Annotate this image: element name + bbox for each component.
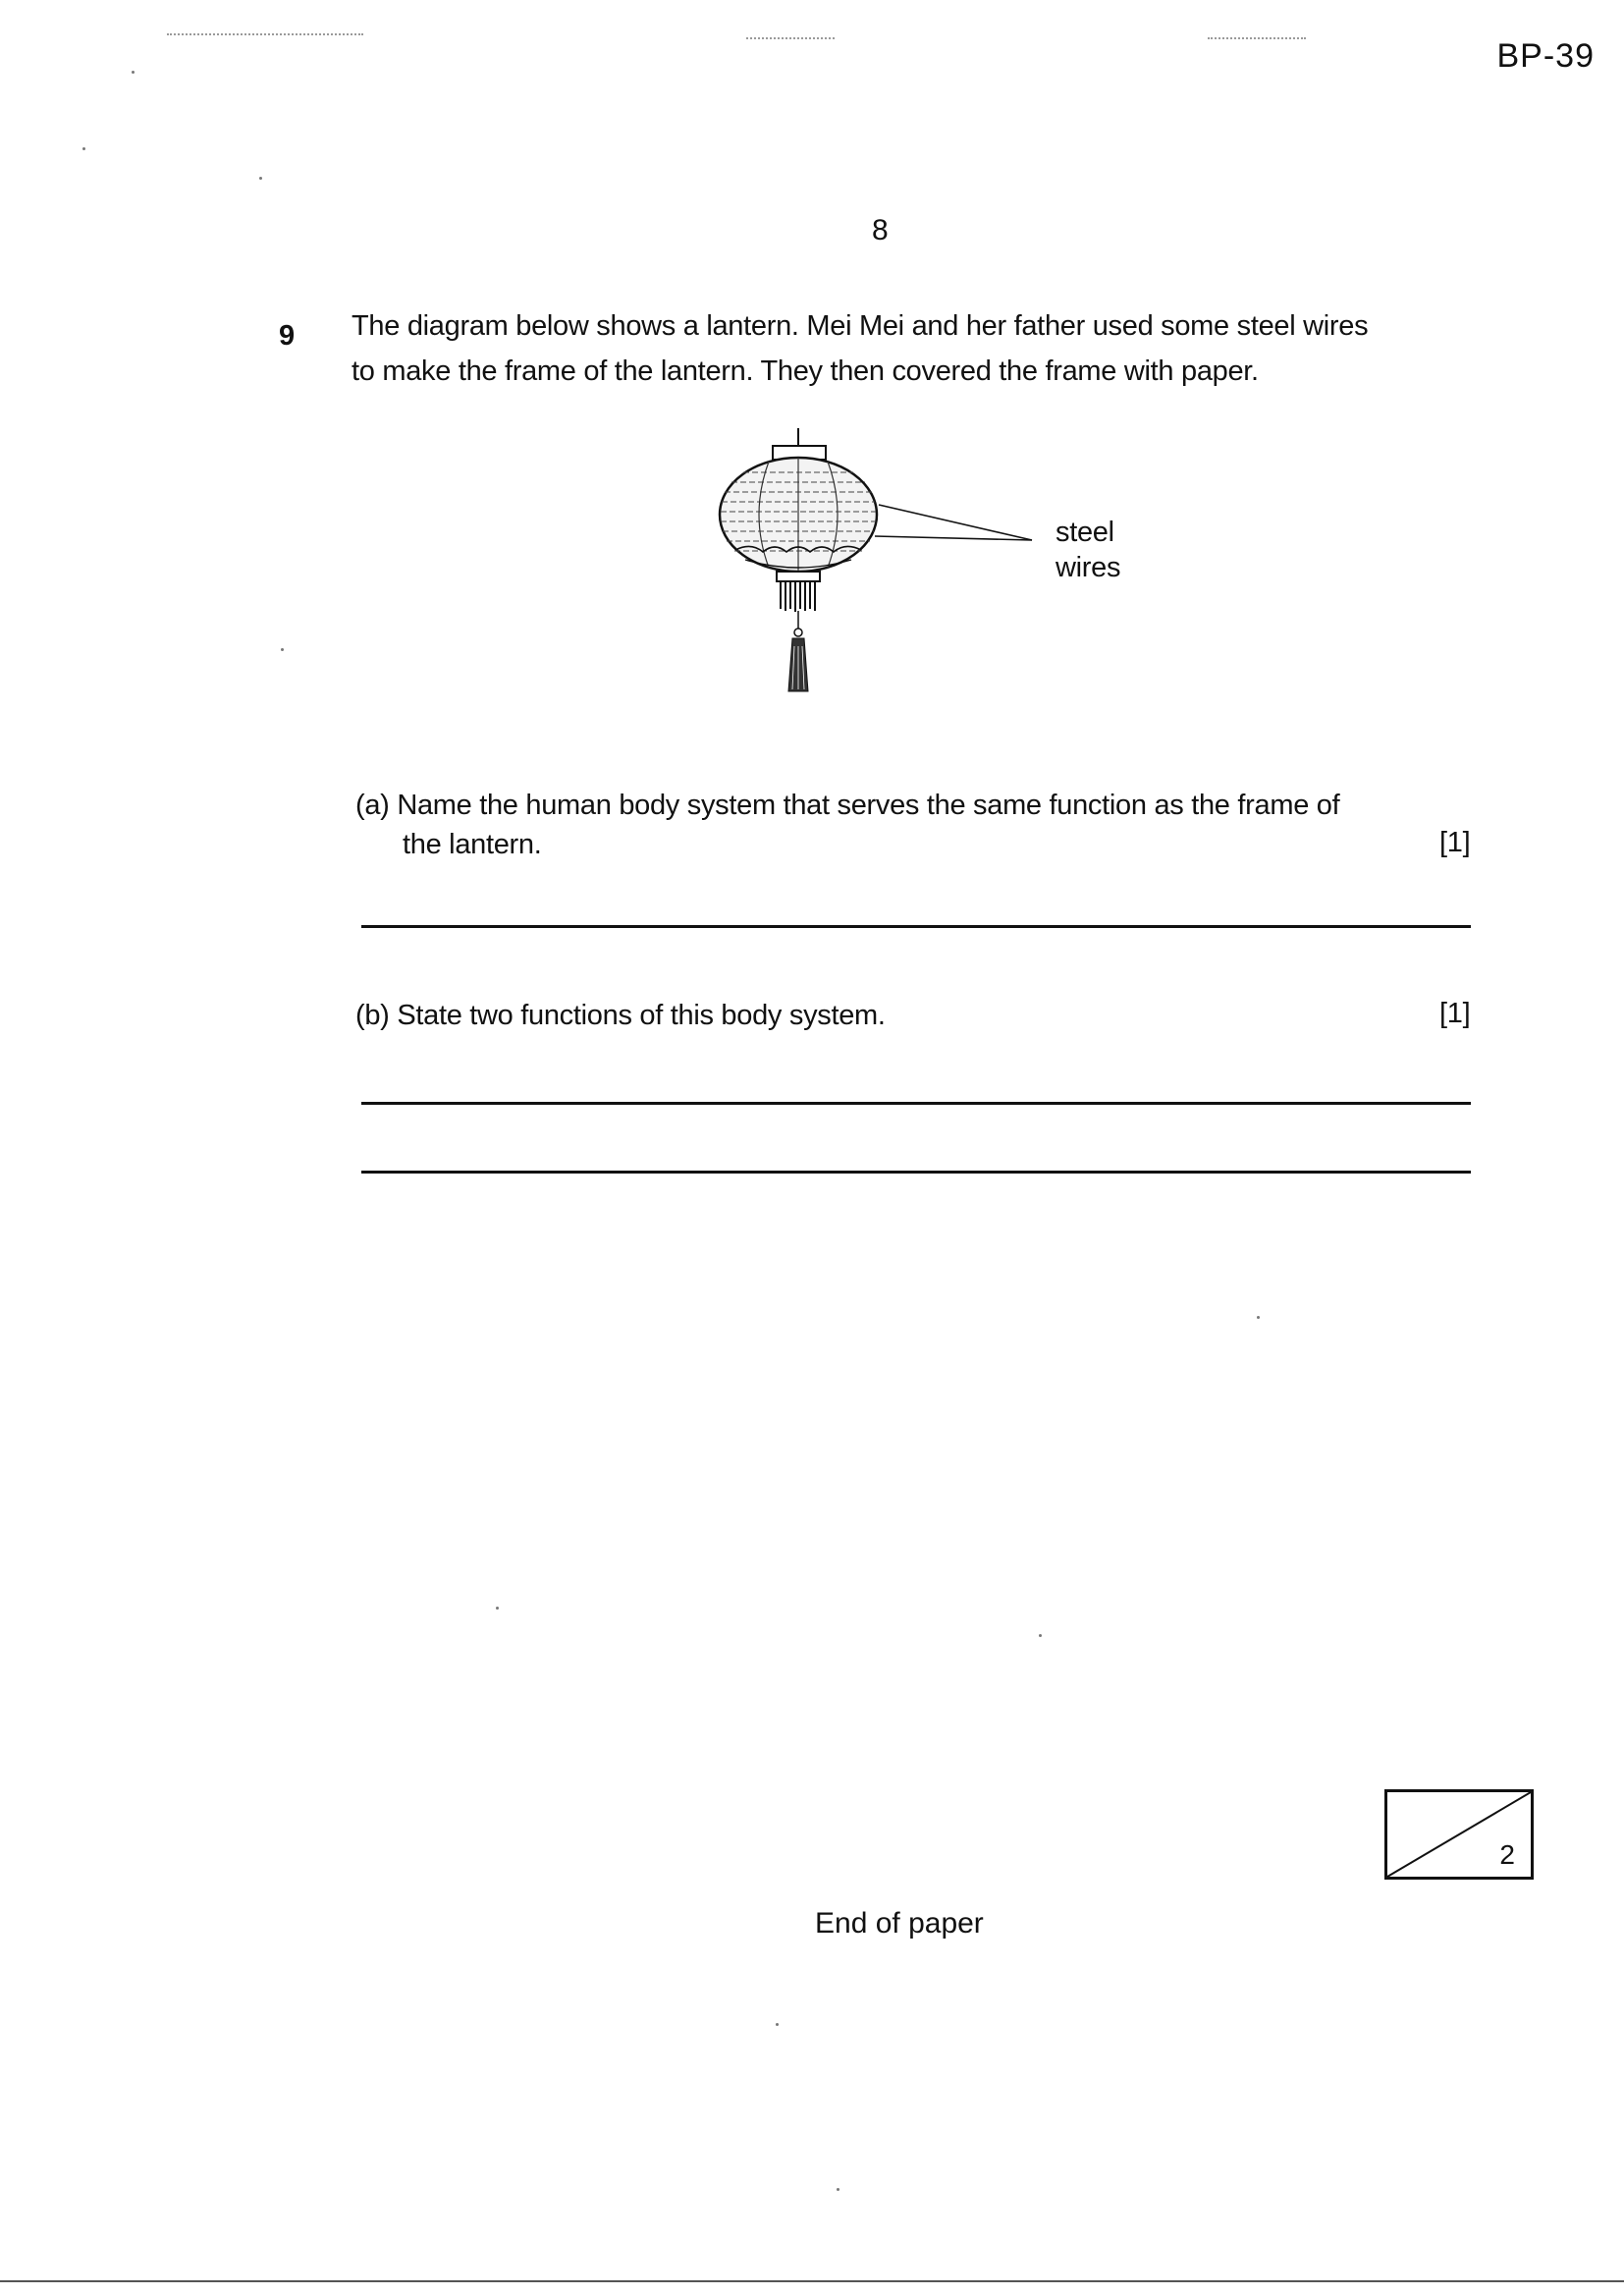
part-b-text: State two functions of this body system.: [397, 1000, 886, 1031]
part-b: [355, 994, 886, 1037]
question-stem-line: to make the frame of the lantern. They then covered the frame with paper.: [352, 355, 1259, 387]
part-b-label: (b): [355, 1000, 390, 1031]
answer-line-a[interactable]: [361, 925, 1471, 928]
question-stem-line: The diagram below shows a lantern. Mei Mei and her father used some steel wires: [352, 310, 1369, 342]
scan-speck: [776, 2023, 779, 2026]
end-of-paper: End of paper: [815, 1907, 984, 1940]
scan-speck: [1039, 1634, 1042, 1637]
part-a-text: Name the human body system that serves the same function as the frame of: [397, 790, 1340, 821]
scan-artifact: [167, 33, 363, 36]
answer-line-b2[interactable]: [361, 1171, 1471, 1174]
answer-line-b1[interactable]: [361, 1102, 1471, 1105]
part-a-marks: [1]: [1439, 827, 1471, 858]
scan-artifact: [1208, 37, 1306, 40]
page-code: BP-39: [1496, 37, 1595, 75]
page-number: 8: [872, 214, 889, 246]
scan-speck: [837, 2188, 839, 2191]
diagram-label-line: wires: [1056, 552, 1121, 583]
score-box[interactable]: [1384, 1789, 1534, 1880]
part-a-label: (a): [355, 790, 390, 821]
part-b-marks: [1]: [1439, 998, 1471, 1029]
question-stem: [352, 304, 1368, 395]
diagram-label-line: steel: [1056, 517, 1114, 548]
part-a: [355, 784, 1339, 827]
bottom-rule: [0, 2280, 1624, 2282]
scan-speck: [132, 71, 135, 74]
scan-speck: [496, 1607, 499, 1610]
diagram-label: [1056, 515, 1120, 585]
question-number: 9: [279, 320, 295, 352]
scan-speck: [259, 177, 262, 180]
scan-speck: [82, 147, 85, 150]
scan-speck: [281, 648, 284, 651]
part-a-text-continued: the lantern.: [403, 829, 542, 860]
lantern-diagram: [712, 428, 1164, 708]
score-total: 2: [1499, 1839, 1515, 1870]
scan-artifact: [746, 37, 835, 40]
scan-speck: [1257, 1316, 1260, 1319]
